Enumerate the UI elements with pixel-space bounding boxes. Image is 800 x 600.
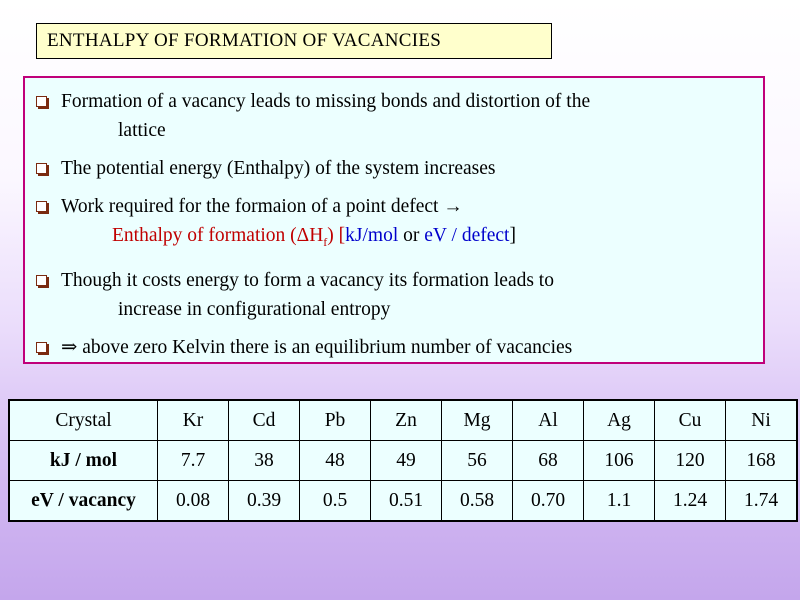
table-header-cell: Al	[513, 400, 584, 441]
bullet-item	[34, 154, 763, 183]
table-header-row	[9, 400, 797, 441]
table-cell: 49	[371, 441, 442, 481]
table-cell: 1.24	[655, 481, 726, 522]
bullet-item	[34, 266, 763, 324]
bracket-open: [	[333, 225, 346, 246]
table-cell: 0.5	[300, 481, 371, 522]
enthalpy-definition	[61, 221, 763, 257]
bracket-close: ]	[509, 225, 516, 246]
table-row-label: eV / vacancy	[9, 481, 158, 522]
bullet-item	[34, 333, 763, 362]
table-row	[9, 441, 797, 481]
table-cell: 168	[726, 441, 798, 481]
table-cell: 106	[584, 441, 655, 481]
table-cell: 48	[300, 441, 371, 481]
enthalpy-close: )	[327, 225, 334, 246]
enthalpy-subscript: f	[323, 234, 328, 249]
bullet-text: The potential energy (Enthalpy) of the system increases	[61, 158, 496, 179]
checkbox-icon	[36, 275, 47, 286]
bullet-text-continuation: lattice	[118, 120, 166, 141]
table-header-cell: Zn	[371, 400, 442, 441]
bullet-text: Though it costs energy to form a vacancy its formation leads to	[61, 269, 554, 291]
table-header-cell: Crystal	[9, 400, 158, 441]
bullet-text: Work required for the formaion of a point defect →	[61, 196, 463, 217]
table-header-cell: Ag	[584, 400, 655, 441]
unit-ev-defect: eV / defect	[424, 225, 510, 246]
checkbox-icon	[36, 96, 47, 107]
unit-or: or	[398, 225, 425, 246]
table-header-cell: Cu	[655, 400, 726, 441]
table-cell: 68	[513, 441, 584, 481]
vacancy-enthalpy-table	[8, 399, 798, 522]
table-header-cell: Ni	[726, 400, 798, 441]
bullet-text: Formation of a vacancy leads to missing bonds and distortion of the	[61, 91, 591, 112]
checkbox-icon	[36, 163, 47, 174]
bullet-text: ⇒ above zero Kelvin there is an equilibrium number of vacancies	[61, 336, 573, 358]
unit-kj-mol: kJ/mol	[345, 225, 399, 246]
table-header-cell: Kr	[158, 400, 229, 441]
table-cell: 38	[229, 441, 300, 481]
table-cell: 56	[442, 441, 513, 481]
checkbox-icon	[36, 201, 47, 212]
checkbox-icon	[36, 342, 47, 353]
bullet-text-continuation: increase in configurational entropy	[118, 298, 391, 320]
table-cell: 0.51	[371, 481, 442, 522]
bullet-list	[23, 76, 765, 364]
enthalpy-label: Enthalpy of formation (ΔH	[112, 225, 324, 246]
table-row-label: kJ / mol	[9, 441, 158, 481]
bullet-item	[34, 192, 763, 257]
table-cell: 0.58	[442, 481, 513, 522]
table-cell: 0.39	[229, 481, 300, 522]
table-header-cell: Pb	[300, 400, 371, 441]
table-cell: 1.1	[584, 481, 655, 522]
table-cell: 0.08	[158, 481, 229, 522]
bullet-item	[34, 87, 763, 145]
table-cell: 1.74	[726, 481, 798, 522]
table-cell: 0.70	[513, 481, 584, 522]
table-cell: 7.7	[158, 441, 229, 481]
table-header-cell: Mg	[442, 400, 513, 441]
table-cell: 120	[655, 441, 726, 481]
table-header-cell: Cd	[229, 400, 300, 441]
page-title: ENTHALPY OF FORMATION OF VACANCIES	[36, 23, 552, 59]
table-row	[9, 481, 797, 522]
